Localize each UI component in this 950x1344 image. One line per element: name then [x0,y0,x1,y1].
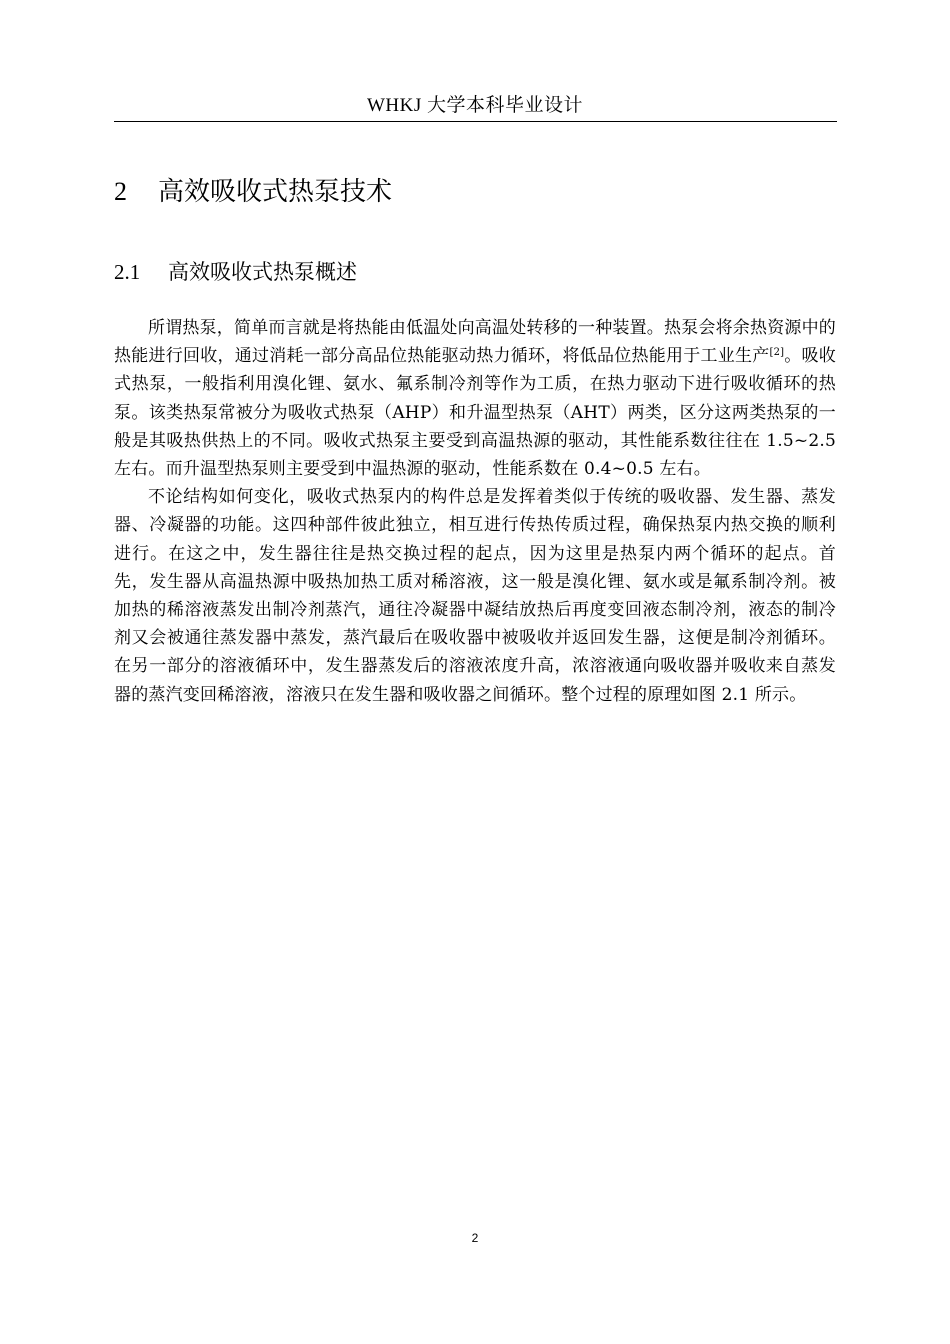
paragraph [114,314,836,483]
chapter-title: 高效吸收式热泵技术 [158,177,393,207]
section-title: 高效吸收式热泵概述 [168,260,357,284]
paragraph: 不论结构如何变化，吸收式热泵内的构件总是发挥着类似于传统的吸收器、发生器、蒸发器、冷凝器的功能。这四种部件彼此独立，相互进行传热传质过程，确保热泵内热交换的顺利进行。在这之中，发生器往往是热交换过程的起点，因为这里是热泵内两个循环的起点。首先，发生器从高温热源中吸热加热工质对稀溶液，这一般是溴化锂、氨水或是氟系制冷剂。被加热的稀溶液蒸发出制冷剂蒸汽，通往冷凝器中凝结放热后再度变回液态制冷剂，液态的制冷剂又会被通往蒸发器中蒸发，蒸汽最后在吸收器中被吸收并返回发生器，这便是制冷剂循环。在另一部分的溶液循环中，发生器蒸发后的溶液浓度升高，浓溶液通向吸收器并吸收来自蒸发器的蒸汽变回稀溶液，溶液只在发生器和吸收器之间循环。整个过程的原理如图 2.1 所示。 [114,487,836,705]
citation-link[interactable]: [2] [769,347,785,359]
running-header: WHKJ 大学本科毕业设计 [366,95,584,116]
section-heading [114,256,357,288]
chapter-heading [114,172,392,212]
body-text [114,314,836,709]
page-number: 2 [471,1231,479,1245]
paragraph-text: 所谓热泵，简单而言就是将热能由低温处向高温处转移的一种装置。热泵会将余热资源中的热能进行回收，通过消耗一部分高品位热能驱动热力循环，将低品位热能用于工业生产 [114,318,836,367]
chapter-number: 2 [114,177,127,206]
section-number: 2.1 [114,260,141,284]
paragraph-text: 。吸收式热泵，一般指利用溴化锂、氨水、氟系制冷剂等作为工质，在热力驱动下进行吸收循环的热泵。该类热泵常被分为吸收式热泵（AHP）和升温型热泵（AHT）两类，区分这两类热泵的一般是其吸热供热上的不同。吸收式热泵主要受到高温热源的驱动，其性能系数往往在 1.5~2.5 左右。而升温型热泵则主要受到中温热源的驱动，性能系数在 0.4~0.5 左右。 [114,346,836,480]
header-rule [114,121,837,122]
